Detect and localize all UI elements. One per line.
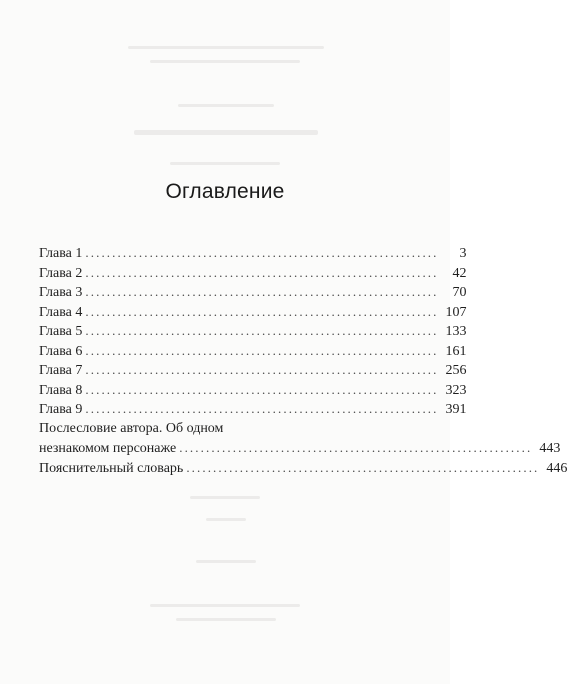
toc-entry-label: Глава 4 <box>39 304 83 320</box>
show-through-mark <box>206 518 246 521</box>
show-through-mark <box>150 60 300 63</box>
toc-entry-chapter-6[interactable] <box>39 341 467 361</box>
show-through-mark <box>134 130 318 135</box>
toc-page-number: 133 <box>445 324 467 339</box>
toc-dot-leader: .................................................................. <box>85 323 439 338</box>
toc-dot-leader: .................................................................. <box>85 264 439 280</box>
toc-entry-label: Глава 8 <box>39 382 83 398</box>
table-of-contents <box>39 243 567 477</box>
toc-page-number: 70 <box>452 285 467 300</box>
toc-entry-label: Глава 3 <box>39 285 83 300</box>
toc-entry-label: Глава 1 <box>39 246 83 261</box>
toc-page-number: 323 <box>445 382 467 398</box>
toc-entry-chapter-8[interactable] <box>39 380 467 400</box>
toc-dot-leader: .................................................................. <box>85 401 439 416</box>
toc-entry-label-line2: незнакомом персонаже <box>39 441 177 456</box>
toc-entry-label: Глава 5 <box>39 324 83 339</box>
toc-entry-chapter-3[interactable] <box>39 282 467 302</box>
toc-page-number: 42 <box>452 265 467 281</box>
show-through-mark <box>128 46 324 49</box>
toc-entry-glossary[interactable] <box>39 458 567 478</box>
toc-dot-leader: .................................................................. <box>85 362 439 377</box>
toc-page-number: 446 <box>546 460 567 476</box>
show-through-mark <box>196 560 256 563</box>
toc-entry-chapter-7[interactable] <box>39 360 467 380</box>
toc-entry-label: Глава 9 <box>39 402 83 417</box>
toc-entry-chapter-5[interactable] <box>39 321 467 341</box>
show-through-mark <box>170 162 280 165</box>
toc-dot-leader: .................................................................. <box>85 284 439 299</box>
toc-entry-chapter-9[interactable] <box>39 399 467 419</box>
toc-page-number: 3 <box>459 246 467 261</box>
show-through-mark <box>178 104 274 107</box>
toc-entry-afterword[interactable] <box>39 419 561 458</box>
toc-dot-leader: .................................................................. <box>186 459 540 475</box>
toc-entry-label: Глава 2 <box>39 265 83 281</box>
toc-entry-label: Глава 7 <box>39 363 83 378</box>
toc-dot-leader: .................................................................. <box>179 440 533 455</box>
toc-entry-line2 <box>39 438 560 458</box>
show-through-mark <box>190 496 260 499</box>
toc-dot-leader: .................................................................. <box>85 381 439 397</box>
toc-page-number: 391 <box>445 402 467 417</box>
toc-entry-chapter-4[interactable] <box>39 302 467 322</box>
toc-page-number: 107 <box>445 304 467 320</box>
toc-entry-chapter-2[interactable] <box>39 263 467 283</box>
toc-entry-label-block <box>39 419 560 458</box>
toc-page-number: 256 <box>445 363 467 378</box>
show-through-mark <box>150 604 300 607</box>
toc-entry-label: Пояснительный словарь <box>39 460 184 476</box>
toc-entry-label-line1: Послесловие автора. Об одном <box>39 420 224 436</box>
page-title: Оглавление <box>165 180 285 203</box>
show-through-mark <box>176 618 276 621</box>
toc-entry-chapter-1[interactable] <box>39 243 467 263</box>
toc-page-number: 443 <box>539 441 561 456</box>
toc-entry-label: Глава 6 <box>39 343 83 359</box>
toc-dot-leader: .................................................................. <box>85 342 439 358</box>
toc-page-number: 161 <box>445 343 467 359</box>
toc-dot-leader: .................................................................. <box>85 303 439 319</box>
toc-dot-leader: .................................................................. <box>85 245 439 260</box>
